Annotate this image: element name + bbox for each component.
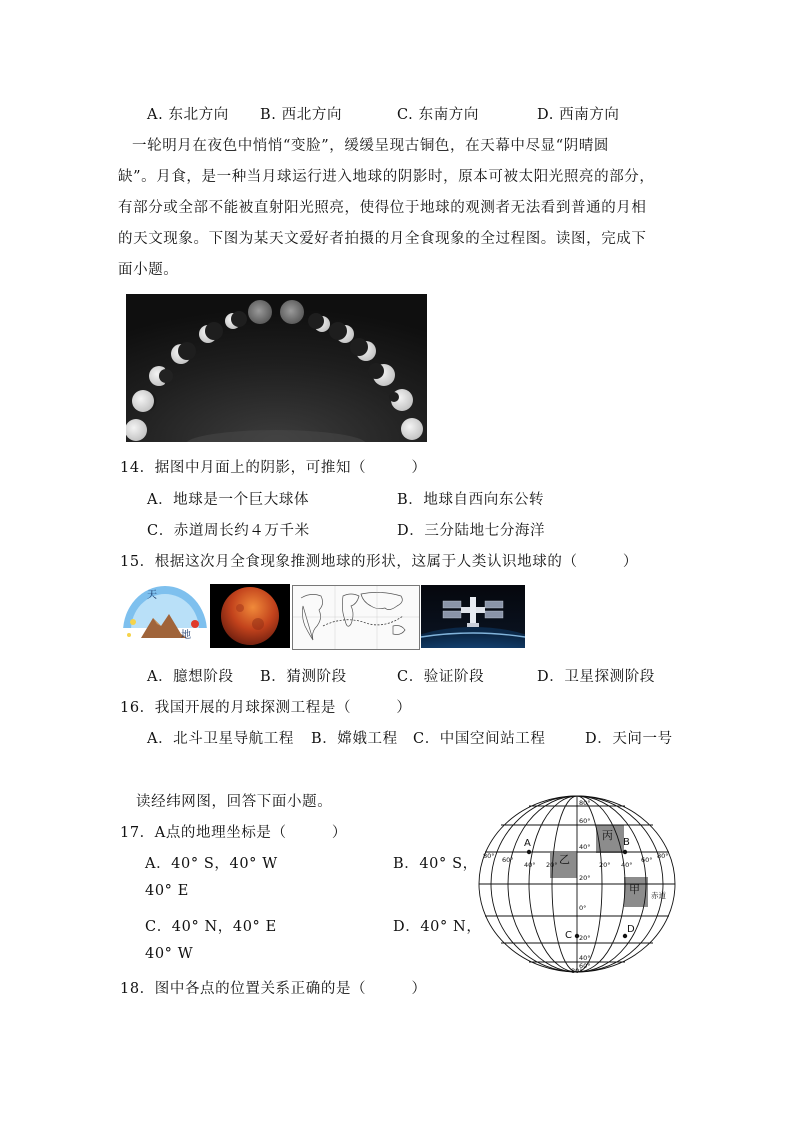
point-d-label: D (627, 924, 635, 935)
q17-option-a: A．40° S，40° W (145, 856, 278, 872)
q15-option-d: D．卫星探测阶段 (537, 669, 655, 685)
q16-option-b: B．嫦娥工程 (311, 731, 398, 747)
point-b-label: B (623, 837, 630, 848)
q16-option-a: A．北斗卫星导航工程 (147, 731, 294, 747)
q14-option-b: B．地球自西向东公转 (397, 492, 545, 508)
q15-option-a: A．臆想阶段 (147, 669, 234, 685)
lat-label-20n: 20° (579, 874, 591, 882)
lon-label-20e: 20° (599, 861, 611, 869)
q15-option-b: B．猜测阶段 (260, 669, 347, 685)
q14-stem: 14．据图中月面上的阴影，可推知（ ） (120, 460, 427, 476)
lon-label-20w: 20° (546, 861, 558, 869)
lunar-eclipse-photo (126, 294, 427, 442)
moon-phase-total-1 (248, 300, 272, 324)
moon-phase-12 (401, 418, 423, 440)
lat-label-40s: 40° (579, 954, 591, 962)
lat-label-80s: 80° (571, 967, 583, 975)
point-a-label: A (524, 838, 531, 849)
point-a-dot (527, 850, 531, 854)
lat-label-0: 0° (579, 904, 587, 912)
q17-stem: 17．A点的地理坐标是（ ） (120, 825, 348, 841)
q13-option-a: A. 东北方向 (147, 107, 229, 123)
q15-option-c: C．验证阶段 (397, 669, 485, 685)
lon-label-60e: 60° (641, 856, 653, 864)
heaven-label: 天 (147, 590, 157, 601)
q13-option-b: B. 西北方向 (260, 107, 343, 123)
point-b-dot (623, 850, 627, 854)
point-c-dot (575, 934, 579, 938)
q16-option-c: C．中国空间站工程 (413, 731, 546, 747)
graticule-globe-figure (475, 790, 683, 976)
q15-stem: 15．根据这次月全食现象推测地球的形状，这属于人类认识地球的（ ） (120, 554, 638, 570)
lat-label-20s: 20° (579, 934, 591, 942)
q14-option-a: A．地球是一个巨大球体 (147, 492, 310, 508)
moon-phase-2 (132, 390, 156, 412)
q13-option-c: C. 东南方向 (397, 107, 479, 123)
equator-label: 赤道 (651, 891, 666, 900)
q13-option-d: D. 西南方向 (537, 107, 620, 123)
lat-label-60n: 60° (579, 817, 591, 825)
passage-line-3: 有部分或全部不能被直射阳光照亮，使得位于地球的观测者无法看到普通的月相 (118, 200, 647, 216)
world-voyage-map (292, 585, 420, 650)
q14-option-c: C．赤道周长约４万千米 (147, 523, 310, 539)
moon-phase-1 (126, 419, 147, 441)
lat-label-80n: 80° (579, 799, 591, 807)
moon-phase-total-2 (280, 300, 304, 324)
passage-line-1: 一轮明月在夜色中悄悄“变脸”，缓缓呈现古铜色，在天幕中尽显“阴晴圆 (132, 138, 610, 154)
lat-label-60s: 60° (579, 962, 591, 970)
lon-label-40e: 40° (621, 861, 633, 869)
passage-line-4: 的天文现象。下图为某天文爱好者拍摄的月全食现象的全过程图。读图，完成下 (118, 231, 647, 247)
q17-option-b: B．40° S， (393, 856, 478, 872)
q17-option-d-wrap: 40° W (145, 946, 194, 962)
passage-line-2: 缺”。月食，是一种当月球运行进入地球的阴影时，原本可被太阳光照亮的部分， (118, 169, 655, 185)
q17-option-d: D．40° N， (393, 919, 482, 935)
q16-option-d: D．天问一号 (585, 731, 673, 747)
region-yi-label: 乙 (559, 853, 570, 866)
q16-stem: 16．我国开展的月球探测工程是（ ） (120, 700, 412, 716)
lon-label-80w: 80° (483, 852, 495, 860)
earth-label: 地 (181, 630, 191, 641)
q17-option-c: C．40° N，40° E (145, 919, 277, 935)
q18-stem: 18．图中各点的位置关系正确的是（ ） (120, 981, 427, 997)
lon-label-80e: 80° (657, 852, 669, 860)
heaven-dome-illustration (121, 582, 209, 648)
lon-label-40w: 40° (524, 861, 536, 869)
region-bing-label: 丙 (602, 829, 613, 842)
q17-option-b-wrap: 40° E (145, 883, 189, 899)
lon-label-60w: 60° (502, 856, 514, 864)
blood-moon-photo (210, 584, 290, 648)
globe-intro: 读经纬网图，回答下面小题。 (136, 794, 333, 810)
space-station-photo (421, 585, 525, 648)
passage-line-5: 面小题。 (118, 262, 179, 278)
q14-option-d: D．三分陆地七分海洋 (397, 523, 546, 539)
point-c-label: C (565, 930, 572, 941)
region-jia-label: 甲 (629, 883, 640, 896)
lat-label-40n: 40° (579, 843, 591, 851)
